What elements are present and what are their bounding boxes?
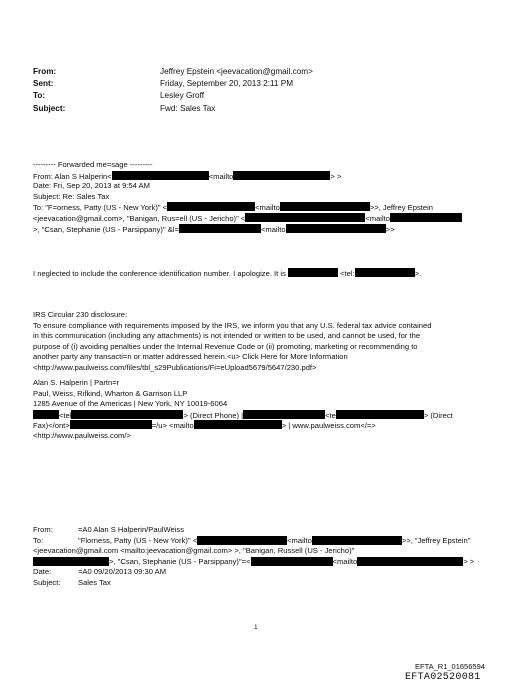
irs-line: purpose of (i) avoiding penalties under the Internal Revenue Code or (ii) promoting, marketing or recommending to <box>33 341 418 351</box>
original-cc: <jeevacation@gmail.com <mailto:jeevacation@gmail.com> >, "Banigan, Russell (US - Jericho)" <box>33 546 355 556</box>
sent-value: Friday, September 20, 2013 2:11 PM <box>160 79 294 89</box>
original-subject-value: Sales Tax <box>78 577 111 587</box>
forwarded-to-text: To: "F=orness, Patty (US - New York)" < <box>33 203 168 213</box>
body-text <box>33 268 421 279</box>
mailto-text: <mailto <box>332 556 358 566</box>
forwarded-cc-text: <jeevacation@gmail.com>, "Banigan, Rus=ell (US - Jericho)" < <box>33 213 246 223</box>
redaction <box>357 557 463 566</box>
bracket-text: > > <box>330 171 342 181</box>
original-from-value: =A0 Alan S Halperin/PaulWeiss <box>78 525 185 534</box>
signature-firm: Paul, Weiss, Rifkind, Wharton & Garrison LLP <box>33 388 188 398</box>
forwarded-from <box>33 171 462 182</box>
original-to-end: >>, "Jeffrey Epstein" <box>401 535 471 545</box>
redaction <box>243 410 325 419</box>
signature-phone <box>33 410 453 421</box>
mailto-text: <mailto <box>365 213 391 223</box>
mailto-text: <mailto <box>255 203 280 213</box>
irs-line: To ensure compliance with requirements imposed by the IRS, we inform you that any U.S. federal tax advice contained <box>33 320 432 330</box>
redaction <box>355 268 415 277</box>
to-label: To: <box>33 91 46 101</box>
redaction <box>280 202 370 211</box>
signature-address: 1285 Avenue of the Americas | New York, NY 10019-6064 <box>33 399 228 409</box>
signature-fax <box>33 420 453 431</box>
original-from-label: From: <box>33 525 53 534</box>
forwarded-to <box>33 202 462 213</box>
redaction <box>70 420 152 429</box>
mailto-text: <mailto <box>208 171 234 181</box>
bracket-text: >> <box>385 224 395 234</box>
from-value: Jeffrey Epstein <jeevacation@gmail.com> <box>160 67 313 76</box>
original-from <box>33 525 474 536</box>
forwarded-cc2 <box>33 224 462 235</box>
mailto-text: <mailto <box>287 535 312 545</box>
tel-text: <tel: <box>340 269 355 278</box>
to-value: Lesley Groff <box>160 91 204 101</box>
original-date <box>33 567 474 578</box>
irs-line: in this communication (including any attachments) is not intended or written to be used, and cannot be used, for the <box>33 331 421 341</box>
irs-disclosure <box>33 310 431 374</box>
mailto-text: <mailto <box>260 224 286 234</box>
mailto-text: =/u> <mailto <box>151 421 194 431</box>
original-cc2 <box>33 557 474 568</box>
website-text: > | www.paulweiss.com</=> <box>281 421 376 431</box>
footer-id-large: EFTA02520081 <box>405 672 481 683</box>
redaction <box>288 268 338 277</box>
bracket-text: > > <box>463 556 475 566</box>
forwarded-divider: --------- Forwarded me=sage --------- <box>33 160 153 169</box>
irs-link: <http://www.paulweiss.com/files/tbl_s29Publications/Fi=eUpload5679/5647/230.pdf> <box>33 362 317 372</box>
website-link: <http://www.paulweiss.com/> <box>33 430 131 440</box>
signature-block <box>33 378 453 442</box>
redaction <box>245 213 365 222</box>
bracket-text: >. <box>414 269 422 278</box>
redaction <box>167 202 255 211</box>
tel-text: <tel <box>59 410 72 420</box>
sent-label: Sent: <box>33 79 54 89</box>
redaction <box>312 536 402 545</box>
original-date-value: =A0 09/20/2013 09:30 AM <box>78 567 167 577</box>
footer-id-small: EFTA_R1_01656594 <box>415 662 485 671</box>
body-line <box>33 268 421 279</box>
redaction <box>112 171 209 180</box>
subject-value: Fwd: Sales Tax <box>160 103 216 113</box>
email-header <box>33 66 313 115</box>
redaction <box>33 557 109 566</box>
redaction <box>197 536 287 545</box>
signature-name: Alan S. Halperin | Partn=r <box>33 378 120 387</box>
forwarded-cc2-text: >, "Csan, Stephanie (US - Parsippany)" &l= <box>33 224 179 234</box>
forwarded-from-text: From: Alan S Halperin< <box>33 171 112 181</box>
irs-line: another party any transacti=n or matter addressed herein.<u> Click Here for More Information <box>33 352 348 362</box>
original-to-label: To: <box>33 535 44 545</box>
forwarded-to-end: >>, Jeffrey Epstein <box>369 203 433 213</box>
redaction <box>179 224 261 233</box>
irs-title: IRS Circular 230 disclosure: <box>33 310 128 319</box>
redaction <box>390 213 462 222</box>
forwarded-block <box>33 160 462 234</box>
forwarded-cc <box>33 213 462 224</box>
forwarded-subject: Subject: Re: Sales Tax <box>33 191 110 201</box>
from-label: From: <box>33 67 57 76</box>
original-date-label: Date: <box>33 567 52 577</box>
redaction <box>71 410 183 419</box>
original-to <box>33 536 474 547</box>
redaction <box>251 557 333 566</box>
redaction <box>286 224 386 233</box>
forwarded-date: Date: Fri, Sep 20, 2013 at 9:54 AM <box>33 181 150 191</box>
redaction <box>336 410 424 419</box>
redaction <box>33 410 59 419</box>
original-cc2-text: >, "Csan, Stephanie (US - Parsippany)"=< <box>109 556 251 566</box>
direct-fax-text: > (Direct <box>423 410 453 420</box>
redaction <box>233 171 330 180</box>
original-to-value: "Florness, Patty (US - New York)" < <box>78 535 198 545</box>
body-sentence: I neglected to include the conference identification number. I apologize. It is <box>33 269 286 278</box>
original-subject-label: Subject: <box>33 577 61 587</box>
redaction <box>194 420 282 429</box>
tel-text: <te <box>325 410 336 420</box>
original-message-header <box>33 525 474 589</box>
original-subject <box>33 578 474 589</box>
page-number: 1 <box>254 624 258 631</box>
subject-label: Subject: <box>33 103 66 113</box>
direct-phone-text: > (Direct Phone) | <box>183 410 244 420</box>
fax-text: Fax)</ont> <box>33 421 70 431</box>
